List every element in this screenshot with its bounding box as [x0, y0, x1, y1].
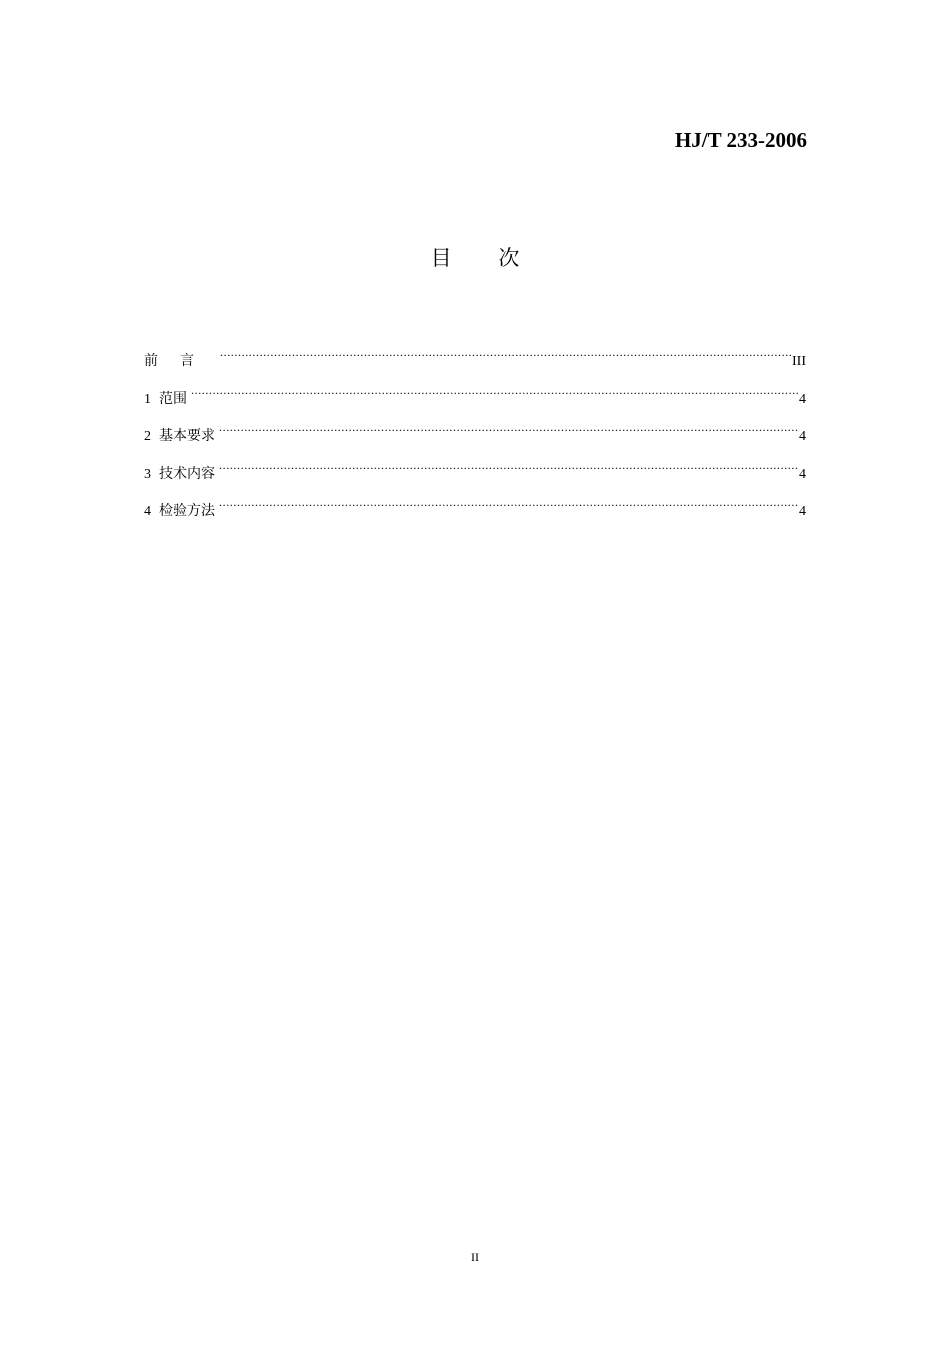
- standard-code: HJ/T 233-2006: [674, 128, 807, 152]
- toc-leader-dots: [219, 501, 798, 515]
- toc-leader-dots: [219, 464, 798, 478]
- table-of-contents: [144, 348, 806, 536]
- toc-entry-number: 2: [144, 429, 151, 444]
- toc-entry-page: 4: [799, 391, 806, 407]
- toc-entry-label: 技术内容: [159, 465, 215, 482]
- toc-entry-label: 基本要求: [159, 428, 215, 444]
- toc-entry-label: 范围: [159, 390, 187, 407]
- toc-leader-dots: [219, 426, 798, 440]
- toc-entry-technical-content[interactable]: [144, 461, 806, 499]
- toc-entry-number: 4: [144, 504, 151, 519]
- toc-entry-label: 前言: [144, 353, 216, 369]
- toc-entry-page: 4: [799, 504, 806, 519]
- toc-entry-number: 3: [144, 466, 151, 482]
- toc-leader-dots: [220, 351, 791, 365]
- toc-entry-page: III: [792, 354, 806, 369]
- toc-entry-page: 4: [799, 466, 806, 482]
- toc-entry-foreword[interactable]: [144, 348, 806, 386]
- page-number: II: [471, 1250, 479, 1264]
- toc-title: 目 次: [430, 246, 540, 270]
- toc-leader-dots: [191, 389, 798, 403]
- toc-entry-scope[interactable]: [144, 386, 806, 424]
- toc-entry-test-methods[interactable]: [144, 498, 806, 536]
- toc-entry-number: 1: [144, 391, 151, 407]
- toc-entry-basic-requirements[interactable]: [144, 423, 806, 461]
- toc-entry-label: 检验方法: [159, 503, 215, 519]
- toc-entry-page: 4: [799, 429, 806, 444]
